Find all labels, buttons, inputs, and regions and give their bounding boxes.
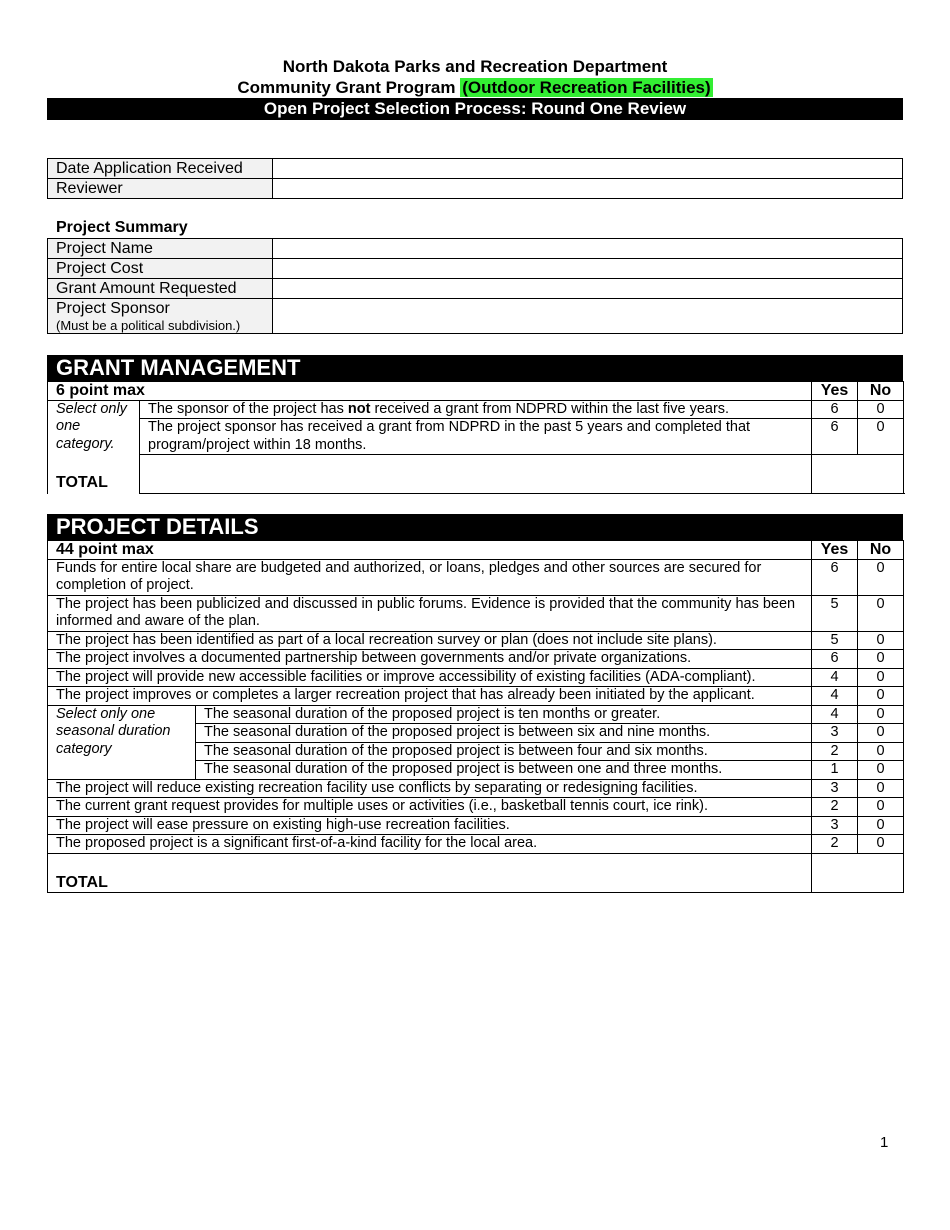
criterion-text: The project sponsor has received a grant from NDPRD in the past 5 years and completed that program/project within 18 months.	[140, 419, 812, 455]
yes-points[interactable]: 1	[812, 761, 858, 780]
document-page: North Dakota Parks and Recreation Department Community Grant Program (Outdoor Recreation Facilities) Open Project Selection Process: Round One Review Date Application Received Reviewer Project Summary Project Name Project Cost Grant Amount Requested Project Sponsor (Must be a political subdivision.) GRANT MANAGEMENT 6 point max Yes No Select only one category. The sponsor of the project has not received a grant from NDPRD within the last five years. 6 0 The project sponsor has received a grant from NDPRD in the past 5 years and completed that program/project within 18 months. 6 0 TOTAL PROJECT DETAILS 44 point max Yes No Funds for entire local share are budgeted and authorized, or loans, pledges and other sources are secured for completion of project. 6 0 The project has been publicized and discussed in public forums. Evidence is provided that the community has been informed and aware of the plan. 5 0 The project has been identified as part of a local recreation survey or plan (does not include site plans). 5 0 The project involves a documented partnership between governments and/or private organizations. 6 0 The project will provide new accessible facilities or improve accessibility of existing facilities (ADA-compliant). 4 0 The project improves or completes a larger recreation project that has already been initiated by the applicant. 4 0 Select only one seasonal duration category The seasonal duration of the proposed project is ten months or greater. 4 0 The seasonal duration of the proposed project is between six and nine months. 3 0 The seasonal duration of the proposed project is between four and six months. 2 0 The seasonal duration of the proposed project is between one and three months. 1 0 The project will reduce existing recreation facility use conflicts by separating or redesigning facilities. 3 0 The current grant request provides for multiple uses or activities (i.e., basketball tennis court, ice rink). 2 0 The project will ease pressure on existing high-use recreation facilities. 3 0 The proposed project is a significant first-of-a-kind facility for the local area. 2 0 TOTAL	[47, 56, 903, 893]
yes-header: Yes	[812, 541, 858, 560]
no-points[interactable]: 0	[858, 559, 904, 595]
details-max-label: 44 point max	[48, 541, 812, 560]
criterion-text: The project has been identified as part of a local recreation survey or plan (does not include site plans).	[48, 631, 812, 650]
no-points[interactable]: 0	[858, 816, 904, 835]
yes-points[interactable]: 3	[812, 779, 858, 798]
no-points[interactable]: 0	[858, 400, 904, 419]
no-points[interactable]: 0	[858, 742, 904, 761]
date-received-label: Date Application Received	[48, 159, 273, 179]
info-row	[48, 159, 903, 179]
date-received-field[interactable]	[273, 159, 903, 179]
yes-points[interactable]: 3	[812, 816, 858, 835]
grant-max-label: 6 point max	[48, 382, 812, 401]
yes-points[interactable]: 2	[812, 798, 858, 817]
criterion-text: The current grant request provides for multiple uses or activities (i.e., basketball tennis court, ice rink).	[48, 798, 812, 817]
criterion-text-pre: The sponsor of the project has	[148, 400, 348, 417]
table-row	[48, 687, 904, 706]
page-number: 1	[880, 1134, 889, 1151]
details-total-field[interactable]	[812, 853, 904, 892]
no-points[interactable]: 0	[858, 668, 904, 687]
yes-points[interactable]: 5	[812, 631, 858, 650]
reviewer-label: Reviewer	[48, 179, 273, 199]
no-points[interactable]: 0	[858, 687, 904, 706]
table-row	[48, 595, 904, 631]
project-name-label: Project Name	[48, 239, 273, 259]
table-row	[48, 816, 904, 835]
grant-management-table	[47, 381, 904, 494]
table-row	[48, 650, 904, 669]
program-highlight: (Outdoor Recreation Facilities)	[462, 78, 711, 97]
department-title: North Dakota Parks and Recreation Department	[282, 57, 668, 76]
reviewer-field[interactable]	[273, 179, 903, 199]
table-row	[48, 835, 904, 854]
no-points[interactable]: 0	[858, 724, 904, 743]
criterion-text: The project improves or completes a larger recreation project that has already been initiated by the applicant.	[48, 687, 812, 706]
yes-points[interactable]: 6	[812, 559, 858, 595]
program-name: Community Grant Program	[237, 78, 456, 97]
yes-points[interactable]: 4	[812, 687, 858, 706]
total-row	[48, 853, 904, 892]
no-points[interactable]: 0	[858, 779, 904, 798]
no-points[interactable]: 0	[858, 761, 904, 780]
details-header-row	[48, 541, 904, 560]
project-cost-field[interactable]	[273, 259, 903, 279]
table-row	[48, 419, 904, 455]
no-points[interactable]: 0	[858, 705, 904, 724]
yes-points[interactable]: 4	[812, 705, 858, 724]
yes-points[interactable]: 6	[812, 400, 858, 419]
yes-points[interactable]: 6	[812, 419, 858, 455]
total-spacer	[140, 455, 812, 494]
seasonal-category-note: Select only one seasonal duration category	[48, 705, 196, 779]
project-summary-title: Project Summary	[56, 219, 188, 236]
table-row	[48, 668, 904, 687]
criterion-text-bold: not	[347, 400, 371, 417]
summary-row	[48, 239, 903, 259]
summary-row	[48, 279, 903, 299]
no-points[interactable]: 0	[858, 650, 904, 669]
grant-amount-label: Grant Amount Requested	[48, 279, 273, 299]
project-details-title: PROJECT DETAILS	[47, 514, 903, 540]
table-row	[48, 631, 904, 650]
summary-row	[48, 259, 903, 279]
project-sponsor-label-cell	[48, 299, 273, 334]
project-sponsor-note: (Must be a political subdivision.)	[56, 318, 241, 333]
criterion-text: The seasonal duration of the proposed project is ten months or greater.	[196, 705, 812, 724]
grant-header-row	[48, 382, 904, 401]
criterion-text-post: received a grant from NDPRD within the last five years.	[370, 400, 730, 417]
table-row	[48, 559, 904, 595]
project-cost-label: Project Cost	[48, 259, 273, 279]
criterion-text	[140, 400, 812, 419]
application-info-table	[47, 158, 903, 199]
program-title	[47, 77, 903, 98]
details-total-label: TOTAL	[48, 853, 812, 892]
project-sponsor-label: Project Sponsor	[56, 300, 170, 317]
criterion-text: The project has been publicized and discussed in public forums. Evidence is provided that the community has been informed and aware of the plan.	[48, 595, 812, 631]
yes-points[interactable]: 3	[812, 724, 858, 743]
project-summary-table	[47, 238, 903, 334]
no-points[interactable]: 0	[858, 631, 904, 650]
criterion-text: The project will ease pressure on existing high-use recreation facilities.	[48, 816, 812, 835]
criterion-text: The project involves a documented partnership between governments and/or private organizations.	[48, 650, 812, 669]
table-row	[48, 779, 904, 798]
no-points[interactable]: 0	[858, 419, 904, 455]
yes-points[interactable]: 4	[812, 668, 858, 687]
criterion-text: The seasonal duration of the proposed project is between one and three months.	[196, 761, 812, 780]
criterion-text: Funds for entire local share are budgeted and authorized, or loans, pledges and other sources are secured for completion of project.	[48, 559, 812, 595]
yes-points[interactable]: 5	[812, 595, 858, 631]
yes-points[interactable]: 2	[812, 835, 858, 854]
project-name-field[interactable]	[273, 239, 903, 259]
summary-row	[48, 299, 903, 334]
no-points[interactable]: 0	[858, 835, 904, 854]
table-row	[48, 400, 904, 419]
no-header: No	[858, 541, 904, 560]
yes-points[interactable]: 6	[812, 650, 858, 669]
project-sponsor-field[interactable]	[273, 299, 903, 334]
criterion-text: The seasonal duration of the proposed project is between four and six months.	[196, 742, 812, 761]
table-row	[48, 798, 904, 817]
total-row	[48, 455, 904, 494]
grant-total-field[interactable]	[812, 455, 904, 494]
grant-management-title: GRANT MANAGEMENT	[47, 355, 903, 381]
yes-points[interactable]: 2	[812, 742, 858, 761]
no-points[interactable]: 0	[858, 798, 904, 817]
table-row	[48, 705, 904, 724]
select-category-note: Select only one category.	[48, 400, 140, 494]
no-header: No	[858, 382, 904, 401]
no-points[interactable]: 0	[858, 595, 904, 631]
criterion-text: The project will reduce existing recreation facility use conflicts by separating or redesigning facilities.	[48, 779, 812, 798]
info-row	[48, 179, 903, 199]
project-details-table	[47, 540, 904, 893]
review-banner: Open Project Selection Process: Round One Review	[47, 98, 903, 120]
criterion-text: The seasonal duration of the proposed project is between six and nine months.	[196, 724, 812, 743]
criterion-text: The proposed project is a significant first-of-a-kind facility for the local area.	[48, 835, 812, 854]
criterion-text: The project will provide new accessible facilities or improve accessibility of existing facilities (ADA-compliant).	[48, 668, 812, 687]
grant-amount-field[interactable]	[273, 279, 903, 299]
yes-header: Yes	[812, 382, 858, 401]
